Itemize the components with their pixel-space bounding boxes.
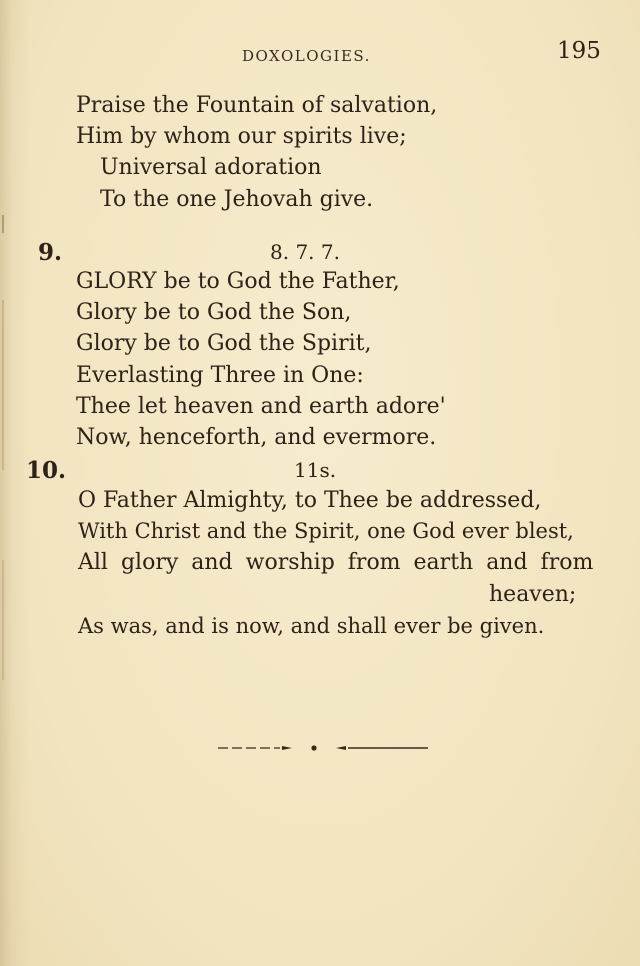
verse-line: Now, henceforth, and evermore. <box>76 425 437 450</box>
verse-line: As was, and is now, and shall ever be given. <box>78 614 545 638</box>
verse-line: GLORY be to God the Father, <box>76 269 400 294</box>
verse-line: Glory be to God the Spirit, <box>76 331 372 356</box>
decorative-rule-icon <box>218 741 428 755</box>
verse-line: To the one Jehovah give. <box>100 187 374 212</box>
hymn-number: 9. <box>38 239 63 266</box>
verse-line: heaven; <box>489 582 577 607</box>
verse-line: O Father Almighty, to Thee be addressed, <box>78 488 542 513</box>
verse-line: Glory be to God the Son, <box>76 300 352 325</box>
hymn-meter: 11s. <box>294 458 337 482</box>
verse-line: Him by whom our spirits live; <box>76 124 407 149</box>
verse-line: Thee let heaven and earth adore' <box>76 394 446 419</box>
hymn-number: 10. <box>26 457 67 484</box>
page-edge-mark <box>2 300 4 470</box>
verse-line: Universal adoration <box>100 155 322 180</box>
page-number: 195 <box>557 38 601 64</box>
verse-line: Praise the Fountain of salvation, <box>76 93 438 118</box>
page-edge-mark <box>2 560 4 680</box>
verse-line: All glory and worship from earth and from <box>78 550 594 575</box>
page-edge-mark <box>2 215 4 233</box>
verse-line: Everlasting Three in One: <box>76 363 364 388</box>
hymn-meter: 8. 7. 7. <box>270 240 340 264</box>
running-header: DOXOLOGIES. <box>242 47 371 65</box>
verse-line: With Christ and the Spirit, one God ever blest, <box>78 519 574 543</box>
